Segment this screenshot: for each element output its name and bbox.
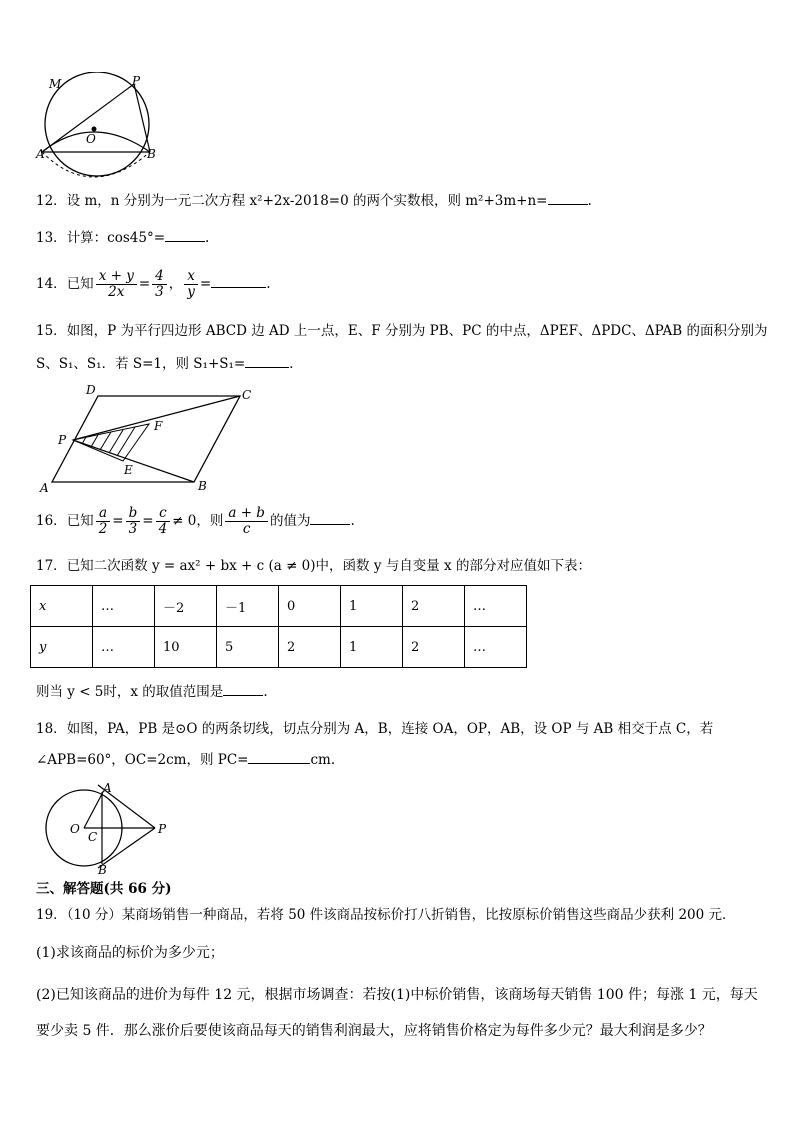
parallelogram-abcd (52, 396, 240, 482)
label-c: C (88, 830, 98, 844)
segment-pc (73, 396, 240, 440)
table-cell: … (465, 627, 527, 668)
label-p: P (58, 433, 67, 447)
q13-end: . (205, 230, 210, 246)
table-cell: 0 (279, 586, 341, 627)
circle-figure (32, 72, 162, 184)
label-e: E (124, 463, 133, 477)
label-b: B (198, 479, 207, 493)
parallelogram-figure (36, 382, 266, 494)
label-o: O (86, 132, 96, 146)
question-17-after: 则当 y < 5时，x 的取值范围是 . (36, 684, 268, 700)
label-d: D (86, 383, 96, 397)
value-table (30, 585, 527, 668)
q17-answer-blank (223, 683, 263, 696)
table-cell: … (93, 586, 155, 627)
label-a: A (40, 481, 49, 494)
q14-pre: 已知 (66, 276, 94, 292)
q16-answer-blank (310, 512, 350, 525)
q18-text-1: 如图，PA，PB 是⊙O 的两条切线，切点分别为 A，B，连接 OA，OP，AB，设 OP 与 AB 相交于点 C，若 (66, 721, 714, 737)
q16-fraction-a: $\frac{a}{2}$ (96, 506, 111, 537)
table-cell: … (93, 627, 155, 668)
q12-text: 设 m，n 分别为一元二次方程 x²+2x-2018=0 的两个实数根，则 m²+3m+n= (66, 193, 548, 209)
question-19-part2-line1: (2)已知该商品的进价为每件 12 元，根据市场调查：若按(1)中标价销售，该商场每天销售 100 件；每涨 1 元，每天 (36, 987, 758, 1003)
q19-number: 19． (36, 907, 67, 923)
q12-number: 12． (36, 193, 67, 209)
question-19-part1: (1)求该商品的标价为多少元； (36, 945, 224, 961)
table-row-x (31, 586, 527, 627)
table-cell: 2 (403, 586, 465, 627)
label-a: A (103, 781, 112, 795)
q12-end: . (587, 193, 592, 209)
question-18-line2: ∠APB=60°，OC=2cm，则 PC= cm. (36, 752, 336, 768)
arc-dashed (42, 152, 150, 177)
hatch-3 (100, 432, 111, 450)
question-16: 16．已知 $\frac{a}{2}$ = $\frac{b}{3}$ = $\frac{c}{4}$ ≠ 0，则 $\frac{a + b}{c}$ 的值为 . (36, 505, 355, 537)
table-cell: 1 (341, 627, 403, 668)
label-b: B (98, 863, 107, 875)
q16-fraction-c: $\frac{c}{4}$ (156, 506, 171, 537)
q13-text: 计算：cos45°= (66, 230, 166, 246)
tangent-pb (98, 828, 155, 868)
hatch-5 (117, 427, 135, 456)
table-cell: 1 (341, 586, 403, 627)
q14-fraction-1: $\frac{x + y}{2x}$ (96, 269, 137, 300)
q18-answer-blank (248, 751, 310, 764)
label-b: B (147, 147, 156, 161)
section-3-title: 三、解答题(共 66 分) (36, 881, 172, 897)
question-15-line2: S、S₁、S₁．若 S=1，则 S₁+S₁= ． (36, 356, 303, 372)
q12-answer-blank (548, 192, 588, 205)
table-cell: x (31, 586, 93, 627)
q15-number: 15． (36, 323, 67, 339)
table-cell: 2 (403, 627, 465, 668)
hatch-2 (91, 435, 98, 447)
q16-fraction-sum: $\frac{a + b}{c}$ (225, 506, 268, 537)
q15-text-2: S、S₁、S₁．若 S=1，则 S₁+S₁= (36, 356, 246, 372)
label-p: P (158, 822, 167, 836)
segment-oa (84, 792, 103, 828)
q13-number: 13． (36, 230, 67, 246)
q13-answer-blank (165, 229, 205, 242)
label-c: C (242, 388, 252, 402)
label-m: M (49, 77, 62, 91)
table-row-y (31, 627, 527, 668)
q14-answer-blank (211, 275, 266, 288)
q14-fraction-2: $\frac{4}{3}$ (152, 269, 167, 300)
table-cell: －2 (155, 586, 217, 627)
q14-fraction-3: $\frac{x}{y}$ (184, 269, 198, 300)
table-cell: 2 (279, 627, 341, 668)
label-o: O (70, 822, 80, 836)
chord-pb (134, 84, 150, 152)
question-18-line1 (36, 720, 713, 738)
question-17 (36, 557, 591, 575)
question-14: 14．已知 $\frac{x + y}{2x}$ = $\frac{4}{3}$ ， $\frac{x}{y}$ = . (36, 268, 271, 300)
table-cell: … (465, 586, 527, 627)
question-15-line1 (36, 322, 767, 340)
question-19-line1 (36, 906, 736, 924)
q17-after-text: 则当 y < 5时，x 的取值范围是 (36, 684, 224, 700)
table-cell: 10 (155, 627, 217, 668)
label-p: P (132, 74, 141, 88)
question-12 (36, 192, 592, 210)
table-cell: －1 (217, 586, 279, 627)
q14-number: 14． (36, 276, 67, 292)
q15-answer-blank (245, 355, 289, 368)
tangent-figure (40, 780, 180, 875)
table-cell: y (31, 627, 93, 668)
table-cell: 5 (217, 627, 279, 668)
label-a: A (36, 147, 45, 161)
q17-number: 17． (36, 558, 67, 574)
question-19-part2-line2: 要少卖 5 件．那么涨价后要使该商品每天的销售利润最大，应将销售价格定为每件多少元？最大利润是多少？ (36, 1023, 712, 1039)
q19-text-1: （10 分）某商场销售一种商品，若将 50 件该商品按标价打八折销售，比按原标价销售这些商品少获利 200 元． (66, 907, 736, 923)
point-o (92, 127, 97, 132)
label-f: F (154, 419, 163, 433)
q18-text-2: ∠APB=60°，OC=2cm，则 PC= (36, 752, 249, 768)
arc-solid (42, 132, 150, 152)
q17-text: 已知二次函数 y = ax² + bx + c (a ≠ 0)中，函数 y 与自变量 x 的部分对应值如下表： (66, 558, 591, 574)
q18-number: 18． (36, 721, 67, 737)
q16-fraction-b: $\frac{b}{3}$ (126, 506, 141, 537)
q15-text-1: 如图，P 为平行四边形 ABCD 边 AD 上一点，E、F 分别为 PB、PC 的中点，ΔPEF、ΔPDC、ΔPAB 的面积分别为 (66, 323, 768, 339)
q16-number: 16． (36, 513, 67, 529)
question-13 (36, 229, 209, 247)
